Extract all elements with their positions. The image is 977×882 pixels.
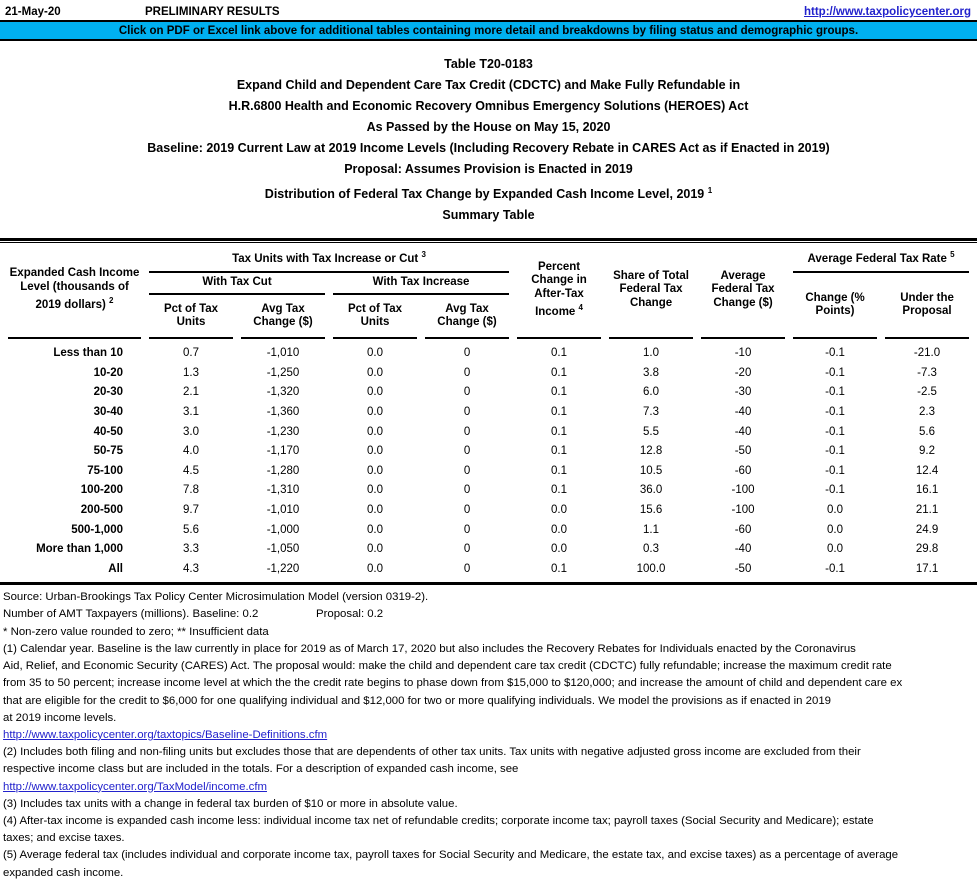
value-cell: 0.0 [367, 425, 383, 438]
value-cell: 0.7 [183, 347, 199, 360]
value-cell: 0.1 [551, 464, 568, 477]
title-block [0, 54, 977, 226]
value-cell: 0.0 [367, 405, 383, 418]
header-with-tax-increase: With Tax Increase [333, 273, 509, 295]
value-cell: -1,000 [266, 523, 300, 536]
value-cell: 0 [463, 425, 471, 438]
value-cell: -0.1 [825, 386, 845, 399]
value-cell: 9.7 [183, 503, 199, 516]
value-cell: -40 [734, 425, 752, 438]
header-avg-tax-change-cut: Avg Tax Change ($) [241, 295, 325, 339]
table-row [8, 560, 969, 580]
table-row [8, 481, 969, 501]
value-cell: 4.3 [183, 562, 199, 575]
value-cell: 0 [463, 562, 471, 575]
value-cell: -0.1 [825, 562, 845, 575]
value-cell: -1,010 [266, 347, 300, 360]
value-cell: -50 [734, 445, 752, 458]
value-cell: 0.0 [367, 562, 383, 575]
value-cell: 16.1 [915, 484, 939, 497]
preliminary-results-label: PRELIMINARY RESULTS [145, 6, 280, 18]
income-level-cell: Less than 10 [53, 347, 123, 360]
table-row [8, 423, 969, 443]
income-level-cell: 75-100 [87, 464, 123, 477]
income-level-cell: 10-20 [93, 366, 123, 379]
taxpolicycenter-link[interactable]: http://www.taxpolicycenter.org [804, 6, 971, 18]
footnote-line: that are eligible for the credit to $6,000 for one qualifying individual and $12,000 for two or more qualifying individuals. We model the provisions as if enacted in 2019 [3, 694, 832, 707]
value-cell: -100 [731, 484, 755, 497]
value-cell: -0.1 [825, 445, 845, 458]
header-with-tax-cut: With Tax Cut [149, 273, 325, 295]
footer [0, 585, 977, 881]
value-cell: -0.1 [825, 464, 845, 477]
value-cell: 4.5 [183, 464, 199, 477]
value-cell: -2.5 [917, 386, 937, 399]
value-cell: -1,230 [266, 425, 300, 438]
value-cell: 5.5 [643, 425, 660, 438]
value-cell: 0.0 [367, 523, 383, 536]
value-cell: 12.8 [639, 445, 663, 458]
footnote-line: respective income class but are included in the totals. For a description of expanded cash income, see [3, 763, 519, 776]
table-body [8, 339, 969, 579]
value-cell: 0 [463, 543, 471, 556]
value-cell: 0.0 [367, 386, 383, 399]
value-cell: -0.1 [825, 484, 845, 497]
footnote-line: expanded cash income. [3, 866, 124, 879]
income-level-cell: 40-50 [93, 425, 123, 438]
value-cell: 1.0 [643, 347, 660, 360]
value-cell: -1,010 [266, 503, 300, 516]
value-cell: 0.0 [827, 523, 844, 536]
value-cell: -0.1 [825, 366, 845, 379]
table-number: Table T20-0183 [444, 57, 533, 71]
value-cell: 3.1 [183, 405, 199, 418]
banner-text: Click on PDF or Excel link above for additional tables containing more detail and breakdowns by filing status and demographic groups. [118, 25, 859, 37]
title-line: Expand Child and Dependent Care Tax Credit (CDCTC) and Make Fully Refundable in [236, 78, 741, 92]
value-cell: 0 [463, 503, 471, 516]
header-average-federal-tax-change: Average Federal Tax Change ($) [701, 243, 785, 339]
table-row [8, 442, 969, 462]
header-pct-tax-units-cut: Pct of Tax Units [149, 295, 233, 339]
value-cell: 0.1 [551, 347, 568, 360]
value-cell: 1.1 [643, 523, 660, 536]
income-level-cell: 20-30 [93, 386, 123, 399]
value-cell: 0.1 [551, 562, 568, 575]
value-cell: 0.0 [367, 503, 383, 516]
value-cell: -1,280 [266, 464, 300, 477]
value-cell: 24.9 [915, 523, 939, 536]
value-cell: 0.0 [367, 445, 383, 458]
table-row [8, 521, 969, 541]
report-date: 21-May-20 [5, 6, 61, 18]
value-cell: 29.8 [915, 543, 939, 556]
baseline-line: Baseline: 2019 Current Law at 2019 Income Levels (Including Recovery Rebate in CARES Act as if Enacted in 2019) [147, 141, 830, 155]
value-cell: -1,360 [266, 405, 300, 418]
value-cell: 0.0 [367, 464, 383, 477]
income-level-cell: 100-200 [80, 484, 123, 497]
amt-baseline: Number of AMT Taxpayers (millions). Baseline: 0.2 [3, 608, 259, 621]
header-avg-tax-change-increase: Avg Tax Change ($) [425, 295, 509, 339]
value-cell: -0.1 [825, 425, 845, 438]
footnote-line: (5) Average federal tax (includes individual and corporate income tax, payroll taxes for Social Security and Medicare, the estate tax, and excise taxes) as a percentage of average [3, 849, 899, 862]
banner [0, 20, 977, 41]
value-cell: -7.3 [917, 366, 937, 379]
value-cell: 0.1 [551, 425, 568, 438]
value-cell: 5.6 [919, 425, 936, 438]
value-cell: 3.0 [183, 425, 199, 438]
value-cell: 100.0 [636, 562, 666, 575]
value-cell: -0.1 [825, 405, 845, 418]
value-cell: 1.3 [183, 366, 199, 379]
value-cell: 0.0 [551, 523, 568, 536]
header-group-average-federal-tax-rate: Average Federal Tax Rate $^5$ [793, 243, 969, 273]
value-cell: 3.3 [183, 543, 199, 556]
distribution-line: Distribution of Federal Tax Change by Expanded Cash Income Level, 2019 $^1$ [264, 186, 713, 202]
value-cell: -1,220 [266, 562, 300, 575]
table-row [8, 501, 969, 521]
value-cell: 0.0 [367, 347, 383, 360]
value-cell: 2.1 [183, 386, 199, 399]
value-cell: 0.0 [367, 366, 383, 379]
header-pct-tax-units-increase: Pct of Tax Units [333, 295, 417, 339]
value-cell: -40 [734, 543, 752, 556]
title-line: H.R.6800 Health and Economic Recovery Omnibus Emergency Solutions (HEROES) Act [228, 99, 749, 113]
value-cell: 36.0 [639, 484, 663, 497]
value-cell: 0 [463, 523, 471, 536]
summary-table-label: Summary Table [442, 208, 535, 223]
value-cell: -1,250 [266, 366, 300, 379]
value-cell: -30 [734, 386, 752, 399]
legend-line: * Non-zero value rounded to zero; ** Insufficient data [3, 625, 269, 638]
value-cell: 6.0 [643, 386, 660, 399]
footnote-link[interactable]: http://www.taxpolicycenter.org/taxtopics/Baseline-Definitions.cfm [3, 728, 328, 741]
source-line: Source: Urban-Brookings Tax Policy Center Microsimulation Model (version 0319-2). [3, 591, 429, 604]
footnote-line: (1) Calendar year. Baseline is the law currently in place for 2019 as of March 17, 2020 but also includes the Recovery Rebates for Individuals enacted by the Coronavirus [3, 642, 856, 655]
header-group-tax-units: Tax Units with Tax Increase or Cut $^3$ [149, 243, 509, 273]
value-cell: 9.2 [919, 445, 936, 458]
value-cell: 4.0 [183, 445, 199, 458]
value-cell: 0.3 [643, 543, 660, 556]
table-row [8, 462, 969, 482]
value-cell: 0.1 [551, 484, 568, 497]
value-cell: -60 [734, 464, 752, 477]
value-cell: 10.5 [639, 464, 663, 477]
footnotes [3, 641, 975, 882]
value-cell: 17.1 [915, 562, 939, 575]
footnote-line: (3) Includes tax units with a change in federal tax burden of $10 or more in absolute value. [3, 797, 458, 810]
value-cell: -60 [734, 523, 752, 536]
value-cell: -1,050 [266, 543, 300, 556]
value-cell: -100 [731, 503, 755, 516]
header-percent-change-after-tax: Percent Change in After-Tax Income $^4$ [517, 243, 601, 339]
table-row [8, 364, 969, 384]
value-cell: -20 [734, 366, 752, 379]
income-level-cell: 500-1,000 [71, 523, 123, 536]
value-cell: 0 [463, 484, 471, 497]
header-rate-change-points: Change (% Points) [793, 273, 877, 339]
footnote-line: (4) After-tax income is expanded cash income less: individual income tax net of refundable credits; corporate income tax; payroll taxes (Social Security and Medicare); estate [3, 814, 874, 827]
value-cell: 5.6 [183, 523, 199, 536]
value-cell: 0 [463, 386, 471, 399]
footnote-line: (2) Includes both filing and non-filing units but excludes those that are dependents of other tax units. Tax units with negative adjusted gross income are excluded from their [3, 746, 861, 759]
value-cell: 0.0 [367, 543, 383, 556]
value-cell: 0.0 [827, 543, 844, 556]
income-level-cell: 50-75 [93, 445, 123, 458]
value-cell: 0.1 [551, 445, 568, 458]
footnote-line: Aid, Relief, and Economic Security (CARES) Act. The proposal would: make the child and dependent care tax credit (CDCTC) fully refundable; increase the maximum credit rate [3, 660, 892, 673]
income-level-cell: All [108, 562, 123, 575]
header-rate-under-proposal: Under the Proposal [885, 273, 969, 339]
value-cell: 0.0 [827, 503, 844, 516]
value-cell: 0.0 [367, 484, 383, 497]
value-cell: -1,320 [266, 386, 300, 399]
value-cell: 0.0 [551, 543, 568, 556]
summary-table [0, 238, 977, 585]
table-row [8, 339, 969, 364]
value-cell: -1,310 [266, 484, 300, 497]
value-cell: -50 [734, 562, 752, 575]
income-level-cell: 30-40 [93, 405, 123, 418]
value-cell: 15.6 [639, 503, 663, 516]
header-share-of-total: Share of Total Federal Tax Change [609, 243, 693, 339]
value-cell: 0 [463, 445, 471, 458]
value-cell: 0 [463, 464, 471, 477]
value-cell: 21.1 [915, 503, 939, 516]
footnote-line: from 35 to 50 percent; increase income level at which the the credit rate begins to phase down from $15,000 to $120,000; and increase the amount of child and dependent care ex [3, 677, 903, 690]
value-cell: 0.1 [551, 405, 568, 418]
value-cell: -21.0 [913, 347, 941, 360]
proposal-line: Proposal: Assumes Provision is Enacted in 2019 [344, 162, 633, 176]
value-cell: 3.8 [643, 366, 660, 379]
footnote-line: taxes; and excise taxes. [3, 832, 125, 845]
income-level-cell: 200-500 [80, 503, 123, 516]
title-line: As Passed by the House on May 15, 2020 [366, 120, 611, 134]
value-cell: 0 [463, 347, 471, 360]
value-cell: -0.1 [825, 347, 845, 360]
table-row [8, 540, 969, 560]
income-level-cell: More than 1,000 [36, 543, 123, 556]
value-cell: 7.8 [183, 484, 199, 497]
footnote-line: at 2019 income levels. [3, 711, 117, 724]
table-row [8, 383, 969, 403]
header-income-level: Expanded Cash Income Level (thousands of 2019 dollars) $^2$ [8, 243, 141, 339]
value-cell: 0 [463, 366, 471, 379]
value-cell: 0.1 [551, 386, 568, 399]
value-cell: 2.3 [919, 405, 936, 418]
amt-proposal: Proposal: 0.2 [316, 608, 384, 621]
value-cell: 0.0 [551, 503, 568, 516]
top-bar [0, 0, 977, 20]
value-cell: 0.1 [551, 366, 568, 379]
value-cell: 0 [463, 405, 471, 418]
value-cell: -10 [734, 347, 752, 360]
value-cell: 7.3 [643, 405, 660, 418]
value-cell: -1,170 [266, 445, 300, 458]
value-cell: 12.4 [915, 464, 939, 477]
footnote-link[interactable]: http://www.taxpolicycenter.org/TaxModel/income.cfm [3, 780, 267, 793]
amt-taxpayers-line [3, 606, 975, 623]
table-row [8, 403, 969, 423]
value-cell: -40 [734, 405, 752, 418]
